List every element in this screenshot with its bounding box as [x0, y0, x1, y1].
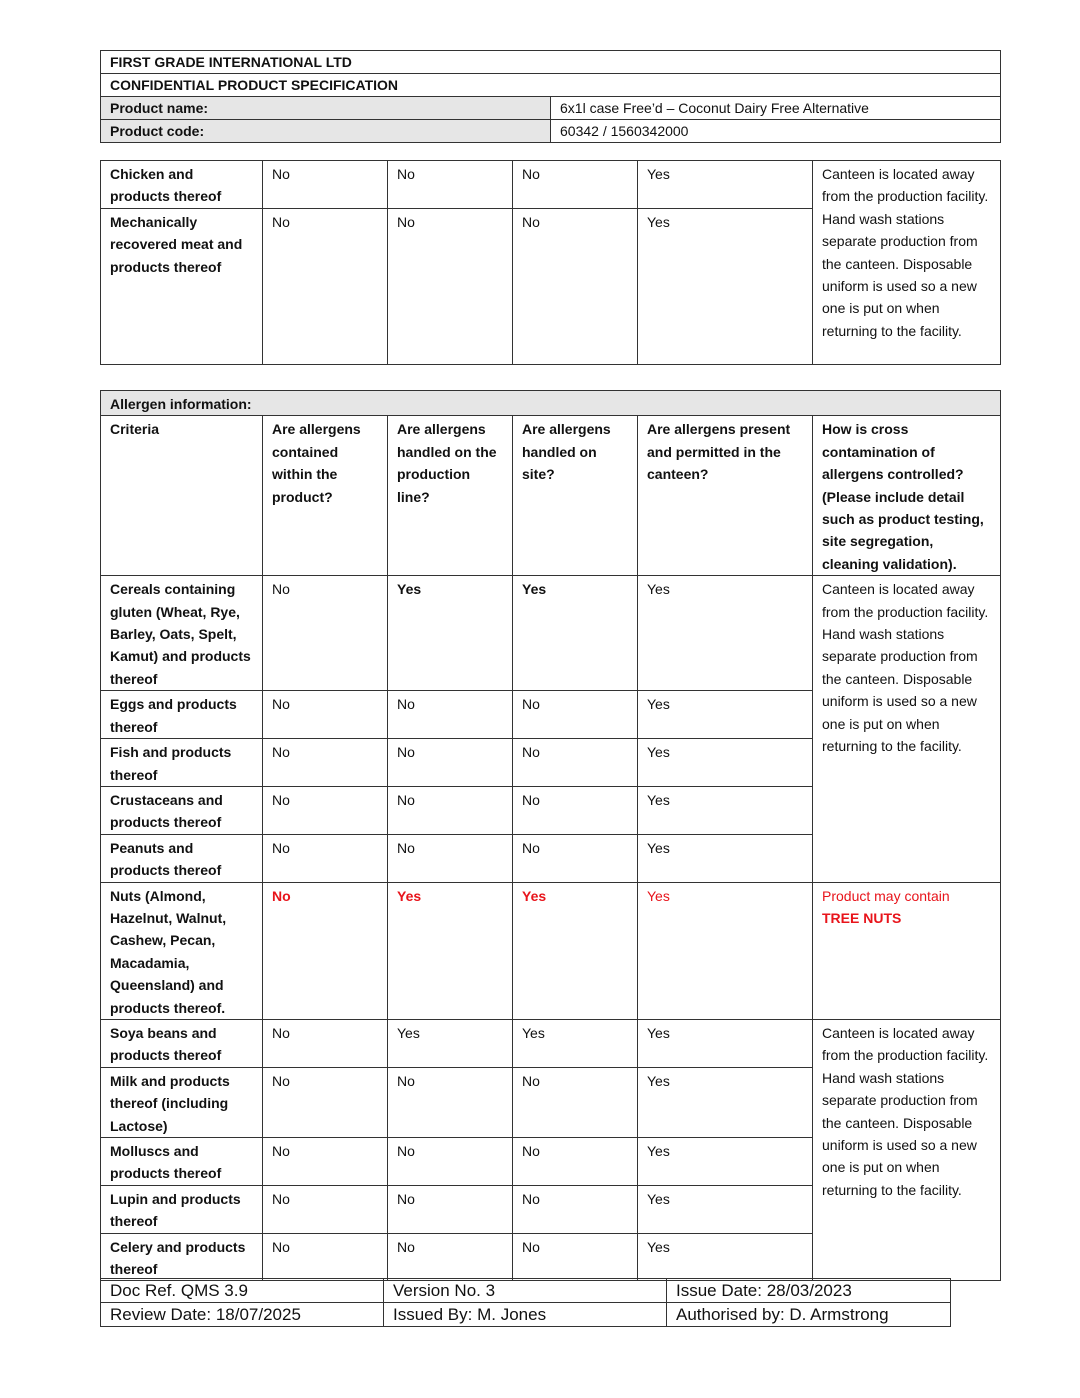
line-cell: Yes — [388, 882, 513, 1019]
doc-ref: Doc Ref. QMS 3.9 — [101, 1279, 384, 1303]
version-number: Version No. 3 — [384, 1279, 667, 1303]
contained-cell: No — [263, 691, 388, 739]
line-cell: No — [388, 786, 513, 834]
canteen-cell: Yes — [638, 834, 813, 882]
authorised-by: Authorised by: D. Armstrong — [667, 1303, 951, 1327]
table-row — [101, 161, 1001, 209]
line-cell: No — [388, 1138, 513, 1186]
site-cell: Yes — [513, 1019, 638, 1067]
site-cell: No — [513, 1138, 638, 1186]
canteen-cell: Yes — [638, 691, 813, 739]
site-cell: Yes — [513, 576, 638, 691]
canteen-cell: Yes — [638, 576, 813, 691]
line-cell: Yes — [388, 576, 513, 691]
continued-allergen-table — [100, 160, 1001, 365]
contained-cell: No — [263, 1233, 388, 1281]
line-cell: Yes — [388, 1019, 513, 1067]
header-canteen: Are allergens present and permitted in the canteen? — [638, 416, 813, 576]
allergen-table — [100, 390, 1001, 1281]
control-cell: Canteen is located away from the production facility. Hand wash stations separate production from the canteen. Disposable uniform is used so a new one is put on when returning to the facility. — [813, 161, 1001, 365]
criteria-cell: Eggs and products thereof — [101, 691, 263, 739]
line-cell: No — [388, 1067, 513, 1137]
criteria-cell: Celery and products thereof — [101, 1233, 263, 1281]
may-contain-text: Product may contain — [822, 887, 950, 904]
criteria-cell: Chicken and products thereof — [101, 161, 263, 209]
canteen-cell: Yes — [638, 1185, 813, 1233]
canteen-cell: Yes — [638, 1138, 813, 1186]
control-cell: Canteen is located away from the production facility. Hand wash stations separate production from the canteen. Disposable uniform is used so a new one is put on when returning to the facility. — [813, 1019, 1001, 1280]
company-name: FIRST GRADE INTERNATIONAL LTD — [101, 51, 1001, 74]
canteen-cell: Yes — [638, 739, 813, 787]
site-cell: No — [513, 208, 638, 364]
table-row — [101, 1019, 1001, 1067]
criteria-cell: Milk and products thereof (including Lactose) — [101, 1067, 263, 1137]
line-cell: No — [388, 208, 513, 364]
criteria-cell: Mechanically recovered meat and products thereof — [101, 208, 263, 364]
site-cell: No — [513, 1185, 638, 1233]
tree-nuts-warning: TREE NUTS — [822, 909, 902, 926]
contained-cell: No — [263, 208, 388, 364]
contained-cell: No — [263, 786, 388, 834]
table-row — [101, 576, 1001, 691]
header-line: Are allergens handled on the production line? — [388, 416, 513, 576]
site-cell: No — [513, 1233, 638, 1281]
line-cell: No — [388, 1233, 513, 1281]
criteria-cell: Peanuts and products thereof — [101, 834, 263, 882]
issue-date: Issue Date: 28/03/2023 — [667, 1279, 951, 1303]
site-cell: No — [513, 1067, 638, 1137]
canteen-cell: Yes — [638, 161, 813, 209]
contained-cell: No — [263, 1067, 388, 1137]
line-cell: No — [388, 739, 513, 787]
product-code-label: Product code: — [101, 120, 551, 143]
site-cell: Yes — [513, 882, 638, 1019]
line-cell: No — [388, 1185, 513, 1233]
product-name-value: 6x1l case Free’d – Coconut Dairy Free Alternative — [551, 97, 1001, 120]
product-code-value: 60342 / 1560342000 — [551, 120, 1001, 143]
header-row — [101, 416, 1001, 576]
criteria-cell: Lupin and products thereof — [101, 1185, 263, 1233]
header-criteria: Criteria — [101, 416, 263, 576]
contained-cell: No — [263, 576, 388, 691]
criteria-cell: Cereals containing gluten (Wheat, Rye, Barley, Oats, Spelt, Kamut) and products thereof — [101, 576, 263, 691]
contained-cell: No — [263, 834, 388, 882]
issued-by: Issued By: M. Jones — [384, 1303, 667, 1327]
contained-cell: No — [263, 1185, 388, 1233]
contained-cell: No — [263, 882, 388, 1019]
control-cell-nuts — [813, 882, 1001, 1019]
contained-cell: No — [263, 1019, 388, 1067]
header-table — [100, 50, 1001, 143]
site-cell: No — [513, 691, 638, 739]
table-row-nuts — [101, 882, 1001, 1019]
line-cell: No — [388, 691, 513, 739]
criteria-cell: Crustaceans and products thereof — [101, 786, 263, 834]
section-title: Allergen information: — [101, 391, 1001, 416]
contained-cell: No — [263, 161, 388, 209]
site-cell: No — [513, 161, 638, 209]
header-control: How is cross contamination of allergens controlled? (Please include detail such as product testing, site segregation, cleaning validation). — [813, 416, 1001, 576]
header-site: Are allergens handled on site? — [513, 416, 638, 576]
canteen-cell: Yes — [638, 1233, 813, 1281]
header-contained: Are allergens contained within the product? — [263, 416, 388, 576]
criteria-cell: Molluscs and products thereof — [101, 1138, 263, 1186]
product-name-label: Product name: — [101, 97, 551, 120]
criteria-cell: Nuts (Almond, Hazelnut, Walnut, Cashew, Pecan, Macadamia, Queensland) and products thereof. — [101, 882, 263, 1019]
site-cell: No — [513, 739, 638, 787]
canteen-cell: Yes — [638, 882, 813, 1019]
site-cell: No — [513, 786, 638, 834]
control-cell: Canteen is located away from the production facility. Hand wash stations separate production from the canteen. Disposable uniform is used so a new one is put on when returning to the facility. — [813, 576, 1001, 882]
site-cell: No — [513, 834, 638, 882]
canteen-cell: Yes — [638, 786, 813, 834]
document-footer — [100, 1278, 951, 1327]
criteria-cell: Fish and products thereof — [101, 739, 263, 787]
review-date: Review Date: 18/07/2025 — [101, 1303, 384, 1327]
contained-cell: No — [263, 739, 388, 787]
document-title: CONFIDENTIAL PRODUCT SPECIFICATION — [101, 74, 1001, 97]
canteen-cell: Yes — [638, 1067, 813, 1137]
canteen-cell: Yes — [638, 1019, 813, 1067]
canteen-cell: Yes — [638, 208, 813, 364]
line-cell: No — [388, 161, 513, 209]
criteria-cell: Soya beans and products thereof — [101, 1019, 263, 1067]
contained-cell: No — [263, 1138, 388, 1186]
line-cell: No — [388, 834, 513, 882]
